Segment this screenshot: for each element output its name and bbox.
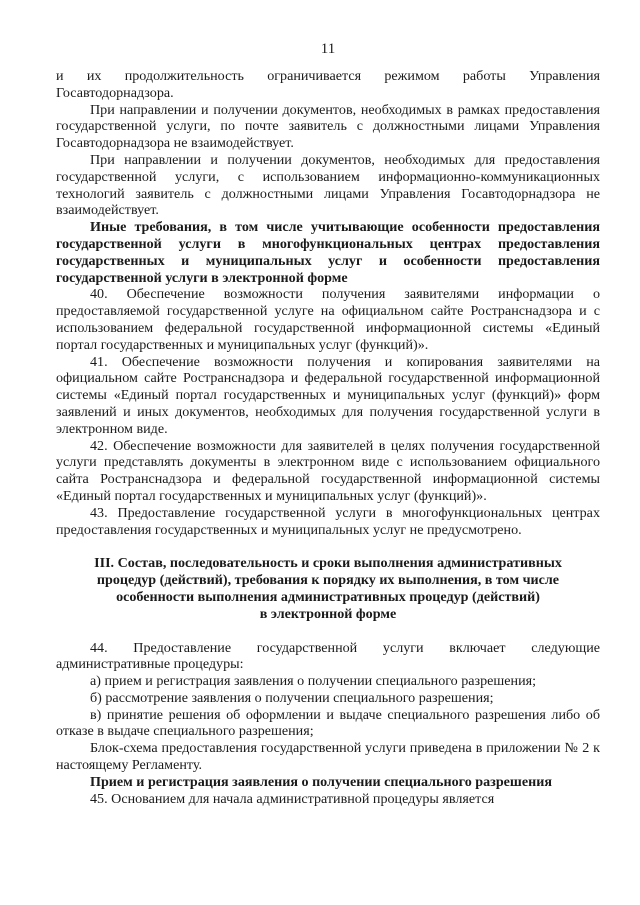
paragraph: При направлении и получении документов, необходимых в рамках предоставления государственной услуги, по почте заявитель с должностными лицами Управления Госавтодорнадзора не взаимодействует. bbox=[56, 101, 600, 152]
section-heading-line-3: особенности выполнения административных процедур (действий) bbox=[116, 588, 540, 605]
paragraph: б) рассмотрение заявления о получении специального разрешения; bbox=[90, 689, 494, 706]
section-heading-line-2: процедур (действий), требования к порядку их выполнения, в том числе bbox=[96, 572, 560, 589]
paragraph: и их продолжительность ограничивается режимом работы Управления Госавтодорнадзора. bbox=[56, 68, 600, 101]
section-heading-line-1: III. Состав, последовательность и сроки выполнения административных bbox=[94, 555, 562, 572]
paragraph: 44. Предоставление государственной услуги включает следующие административные процедуры: bbox=[56, 639, 600, 673]
section-spacer bbox=[56, 538, 600, 555]
paragraph: 43. Предоставление государственной услуги в многофункциональных центрах предоставления государственных и муниципальных услуг не предусмотрено. bbox=[56, 504, 600, 538]
paragraph: При направлении и получении документов, необходимых для предоставления государственной услуги, с использованием информационно-коммуникационных технологий заявитель с должностными лицами Управления Госавтодорнадзора не взаимодействует. bbox=[56, 151, 600, 219]
paragraph: 42. Обеспечение возможности для заявителей в целях получения государственной услуги представлять документы в электронном виде с использованием официального сайта Ространснадзора и федеральной государственной информационной системы «Единый портал государственных и муниципальных услуг (функций)». bbox=[56, 437, 600, 504]
body-text-top bbox=[56, 68, 600, 538]
paragraph: Блок-схема предоставления государственной услуги приведена в приложении № 2 к настоящему Регламенту. bbox=[56, 740, 600, 774]
section-heading-line-4: в электронной форме bbox=[259, 605, 397, 622]
paragraph: в) принятие решения об оформлении и выдаче специального разрешения либо об отказе в выдаче специального разрешения; bbox=[56, 706, 600, 740]
page-number: 11 bbox=[320, 41, 336, 57]
body-text-bottom bbox=[56, 640, 600, 808]
section-spacer bbox=[56, 623, 600, 640]
subheading: Прием и регистрация заявления о получении специального разрешения bbox=[90, 773, 552, 790]
paragraph: 41. Обеспечение возможности получения и копирования заявителями на официальном сайте Ространснадзора и федеральной государственной информационной системы «Единый портал государственных и муниципальных услуг (функций)» форм заявлений и иных документов, необходимых для получения государственной услуги в электронном виде. bbox=[56, 353, 600, 437]
subheading: Иные требования, в том числе учитывающие особенности предоставления государственной услуги в многофункциональных центрах предоставления государственных и муниципальных услуг и особенности предоставления государственной услуги в электронной форме bbox=[56, 219, 600, 286]
paragraph: 40. Обеспечение возможности получения заявителями информации о предоставляемой государственной услуге на официальном сайте Ространснадзора и с использованием федеральной государственной информационной системы «Единый портал государственных и муниципальных услуг (функций)». bbox=[56, 286, 600, 353]
paragraph: а) прием и регистрация заявления о получении специального разрешения; bbox=[90, 673, 537, 690]
paragraph: 45. Основанием для начала административной процедуры является bbox=[90, 790, 495, 807]
section-heading bbox=[56, 555, 600, 622]
